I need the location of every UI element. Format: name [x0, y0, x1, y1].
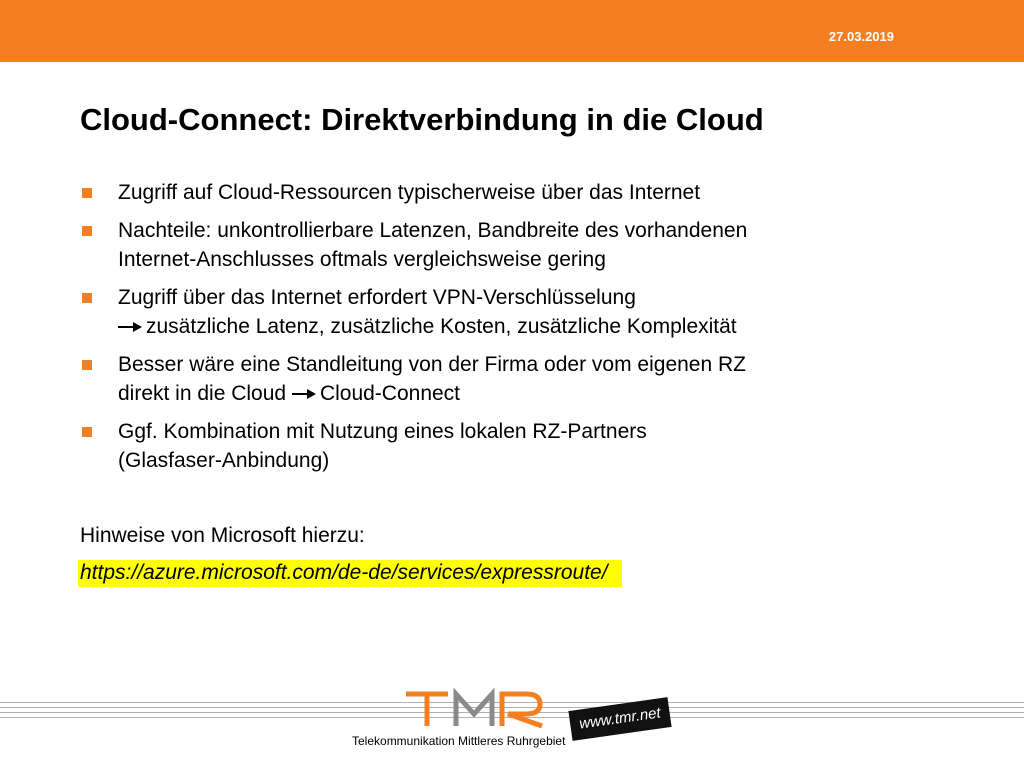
- bullet-text: Internet-Anschlusses oftmals vergleichsweise gering: [118, 248, 606, 271]
- bullet-text: direkt in die Cloud: [118, 382, 287, 405]
- bullet-text: Zugriff über das Internet erfordert VPN-Verschlüsselung: [118, 286, 636, 309]
- bullet-item: [80, 178, 980, 207]
- bullet-item: [80, 350, 980, 408]
- website-badge: www.tmr.net: [568, 697, 671, 741]
- slide-title: Cloud-Connect: Direktverbindung in die Cloud: [80, 102, 764, 137]
- slide-date: 27.03.2019: [828, 29, 894, 44]
- bullet-text: Ggf. Kombination mit Nutzung eines lokalen RZ-Partners: [118, 420, 647, 443]
- arrow-right-icon: [118, 321, 142, 333]
- bullet-text: Besser wäre eine Standleitung von der Firma oder vom eigenen RZ: [118, 353, 746, 376]
- bullet-item: [80, 283, 980, 341]
- bullet-item: [80, 216, 980, 274]
- bullet-list: [80, 178, 980, 484]
- expressroute-link[interactable]: https://azure.microsoft.com/de-de/services/expressroute/: [78, 560, 622, 587]
- hint-text: Hinweise von Microsoft hierzu:: [80, 524, 365, 547]
- bullet-item: [80, 417, 980, 475]
- tmr-logo-icon: [404, 686, 554, 735]
- footer: [0, 682, 1024, 768]
- bullet-text: zusätzliche Latenz, zusätzliche Kosten, zusätzliche Komplexität: [146, 315, 737, 338]
- bullet-text: Nachteile: unkontrollierbare Latenzen, Bandbreite des vorhandenen: [118, 219, 748, 242]
- arrow-right-icon: [292, 388, 316, 400]
- header-bar: [0, 0, 1024, 62]
- bullet-text: Zugriff auf Cloud-Ressourcen typischerweise über das Internet: [118, 181, 701, 204]
- bullet-text: (Glasfaser-Anbindung): [118, 449, 330, 472]
- bullet-text: Cloud-Connect: [319, 382, 461, 405]
- footer-claim: Telekommunikation Mittleres Ruhrgebiet: [352, 734, 566, 748]
